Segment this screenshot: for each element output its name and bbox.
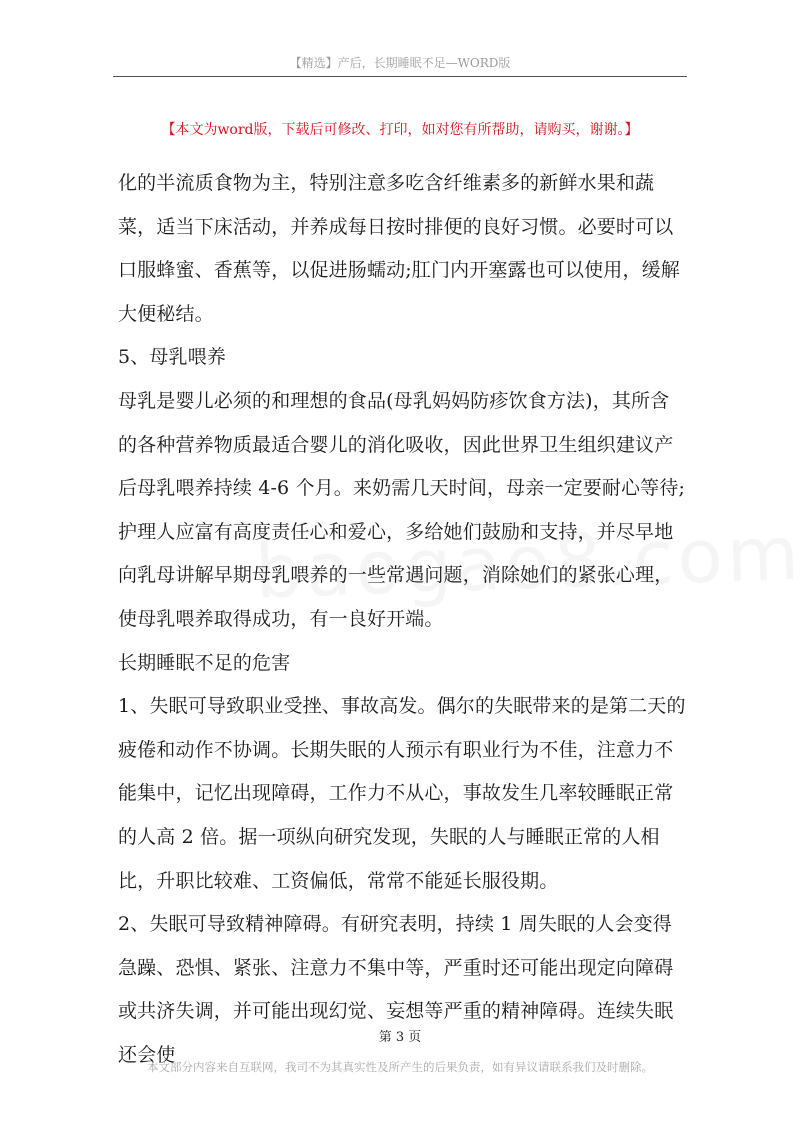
- paragraph: 2、失眠可导致精神障碍。有研究表明，持续 1 周失眠的人会变得急躁、恐惧、紧张、注意力不集中等，严重时还可能出现定向障碍或共济失调，并可能出现幻觉、妄想等严重的精神障碍。连续失眠还会使: [118, 913, 674, 1066]
- document-body: [118, 162, 686, 1077]
- paragraph: 母乳是婴儿必须的和理想的食品(母乳妈妈防疹饮食方法)，其所含的各种营养物质最适合婴儿的消化吸收，因此世界卫生组织建议产后母乳喂养持续 4-6 个月。来奶需几天时间，母亲一定要耐心等待;护理人应富有高度责任心和爱心，多给她们鼓励和支持，并尽早地向乳母讲解早期母乳喂养的一些常遇问题，消除她们的紧张心理，使母乳喂养取得成功，有一良好开端。: [118, 389, 686, 630]
- download-notice: 【本文为word版，下载后可修改、打印，如对您有所帮助，请购买，谢谢。】: [161, 122, 639, 138]
- page-number: 第 3 页: [378, 1030, 422, 1045]
- section-heading: 5、母乳喂养: [118, 346, 226, 369]
- header-title: 【精选】产后，长期睡眠不足—WORD版: [289, 56, 511, 70]
- paragraph: 化的半流质食物为主，特别注意多吃含纤维素多的新鲜水果和蔬菜，适当下床活动，并养成每日按时排便的良好习惯。必要时可以口服蜂蜜、香蕉等，以促进肠蠕动;肛门内开塞露也可以使用，缓解大便秘结。: [118, 172, 680, 325]
- paragraph: 1、失眠可导致职业受挫、事故高发。偶尔的失眠带来的是第二天的疲倦和动作不协调。长期失眠的人预示有职业行为不佳，注意力不能集中，记忆出现障碍，工作力不从心，事故发生几率较睡眠正常的人高 2 倍。据一项纵向研究发现，失眠的人与睡眠正常的人相比，升职比较难、工资偏低，常常不能延长服役期。: [118, 695, 686, 892]
- page-footer-disclaimer: 本文部分内容来自互联网，我司不为其真实性及所产生的后果负责，如有异议请联系我们及时删除。: [147, 1060, 653, 1074]
- page-header: [113, 50, 687, 77]
- section-heading: 长期睡眠不足的危害: [118, 651, 291, 674]
